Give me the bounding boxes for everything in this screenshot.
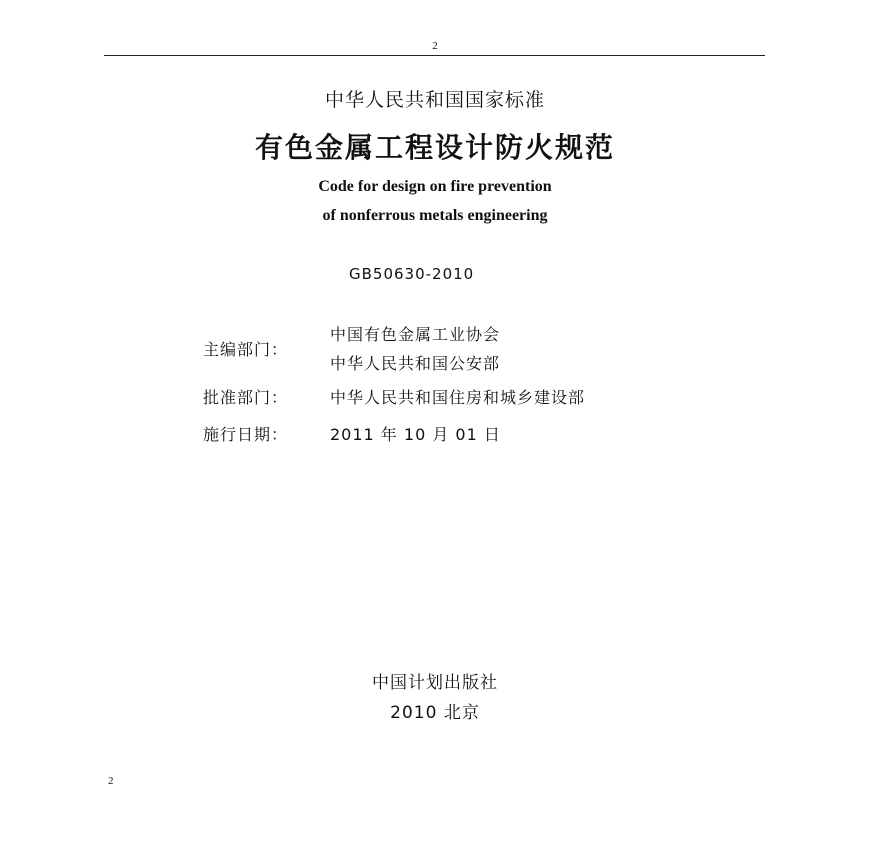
document-title-en-line2: of nonferrous metals engineering [322,207,548,224]
header-page-number: 2 [432,40,438,52]
approval-label: 批准部门： [203,388,289,407]
chief-editor-value-2: 中华人民共和国公安部 [330,354,501,373]
footer-page-number: 2 [108,775,114,787]
header-rule [104,55,765,56]
publisher-name: 中国计划出版社 [372,673,498,693]
document-title-en-line1: Code for design on fire prevention [318,178,552,195]
national-standard-heading: 中华人民共和国国家标准 [324,89,545,111]
publisher-year-city: 2010 北京 [390,703,480,723]
standard-code: GB50630-2010 [349,265,475,283]
approval-value: 中华人民共和国住房和城乡建设部 [330,388,586,407]
chief-editor-label: 主编部门： [203,340,289,359]
document-title-cn: 有色金属工程设计防火规范 [254,131,615,164]
effective-date-label: 施行日期： [203,425,289,444]
effective-date-value: 2011 年 10 月 01 日 [330,425,501,444]
chief-editor-value-1: 中国有色金属工业协会 [330,325,501,344]
